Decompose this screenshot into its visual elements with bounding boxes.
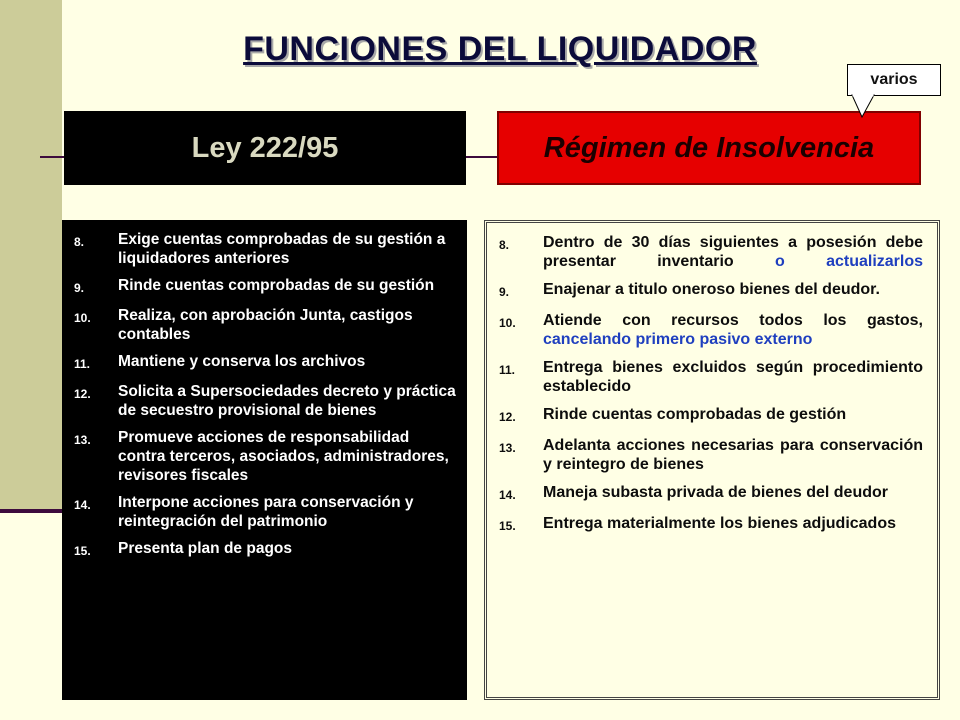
item-text: Realiza, con aprobación Junta, castigos contables — [118, 307, 413, 343]
item-number: 14. — [74, 498, 91, 512]
item-text: Dentro de 30 días siguientes a posesión debe presentar inventario — [543, 234, 923, 270]
list-item — [74, 306, 457, 344]
list-item — [74, 493, 457, 531]
item-text: Promueve acciones de responsabilidad contra terceros, asociados, administradores, revisores fiscales — [118, 429, 449, 484]
list-item — [499, 436, 923, 474]
callout-pointer-icon — [852, 95, 878, 119]
item-number: 15. — [499, 519, 516, 533]
left-decorative-band — [0, 0, 62, 510]
item-number: 8. — [74, 235, 85, 249]
item-number: 9. — [499, 285, 510, 299]
item-number: 10. — [499, 316, 516, 330]
ley-222-header-label: Ley 222/95 — [191, 131, 339, 164]
list-item — [499, 514, 923, 536]
item-text: Exige cuentas comprobadas de su gestión a liquidadores anteriores — [118, 231, 446, 267]
list-item — [499, 280, 923, 302]
item-number: 10. — [74, 311, 91, 325]
item-number: 15. — [74, 544, 91, 558]
item-text: Enajenar a titulo oneroso bienes del deudor. — [543, 281, 880, 298]
item-highlight-text: o actualizarlos — [775, 253, 924, 270]
regimen-insolvencia-header — [497, 111, 921, 185]
item-text: Presenta plan de pagos — [118, 540, 292, 557]
list-item — [499, 483, 923, 505]
item-number: 11. — [499, 363, 516, 377]
ley-222-list — [74, 230, 457, 561]
list-item — [74, 539, 457, 561]
item-number: 9. — [74, 281, 85, 295]
list-item — [499, 405, 923, 427]
list-item — [74, 428, 457, 485]
list-item — [499, 233, 923, 271]
item-number: 13. — [499, 441, 516, 455]
list-item — [499, 311, 923, 349]
item-text-group — [543, 233, 923, 271]
list-item — [74, 276, 457, 298]
item-text: Mantiene y conserva los archivos — [118, 353, 366, 370]
varios-callout — [847, 64, 941, 96]
item-text-group — [543, 311, 923, 349]
item-text: Rinde cuentas comprobadas de su gestión — [118, 277, 435, 294]
item-text: Rinde cuentas comprobadas de gestión — [543, 406, 847, 423]
ley-222-header — [64, 111, 466, 185]
item-text: Maneja subasta privada de bienes del deudor — [543, 484, 888, 501]
item-highlight-text: cancelando primero pasivo externo — [543, 331, 813, 348]
connector-line-middle — [466, 156, 498, 158]
list-item — [74, 382, 457, 420]
item-number: 8. — [499, 238, 510, 252]
varios-callout-label: varios — [870, 71, 918, 88]
item-text: Solicita a Supersociedades decreto y práctica de secuestro provisional de bienes — [118, 383, 456, 419]
list-item — [499, 358, 923, 396]
item-text: Entrega bienes excluidos según procedimiento establecido — [543, 359, 923, 395]
item-text: Atiende con recursos todos los gastos, — [543, 312, 923, 329]
regimen-insolvencia-header-label: Régimen de Insolvencia — [543, 131, 875, 164]
item-text: Interpone acciones para conservación y reintegración del patrimonio — [118, 494, 414, 530]
ley-222-panel — [62, 220, 467, 700]
item-number: 12. — [74, 387, 91, 401]
list-item — [74, 352, 457, 374]
item-number: 13. — [74, 433, 91, 447]
list-item — [74, 230, 457, 268]
page-title: FUNCIONES DEL LIQUIDADOR — [243, 30, 757, 68]
connector-line-left — [40, 156, 66, 158]
item-number: 12. — [499, 410, 516, 424]
item-number: 11. — [74, 357, 91, 371]
item-text: Adelanta acciones necesarias para conservación y reintegro de bienes — [543, 437, 923, 473]
item-text: Entrega materialmente los bienes adjudicados — [543, 515, 896, 532]
regimen-insolvencia-panel — [484, 220, 940, 700]
regimen-insolvencia-list — [499, 233, 923, 536]
item-number: 14. — [499, 488, 516, 502]
